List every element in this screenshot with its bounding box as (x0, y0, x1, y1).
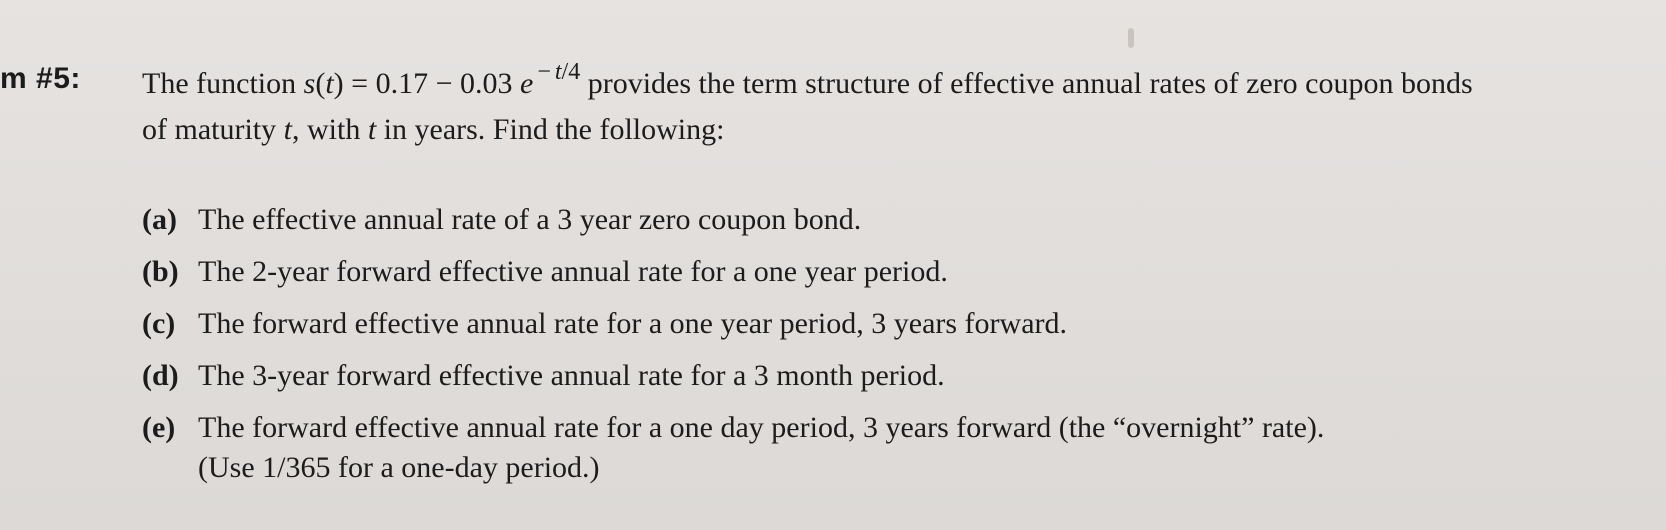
exponent-variable: t (554, 59, 562, 85)
intro-line-2 (142, 108, 1652, 152)
exponent-divisor: /4 (561, 59, 581, 85)
function-paren-close: ) (333, 67, 344, 100)
part-label: (d) (142, 359, 179, 392)
exponent-sign: − (537, 59, 551, 85)
line2-variable-2: t (367, 113, 377, 146)
part-text: The 3-year forward effective annual rate for a 3 month period. (198, 359, 945, 392)
part-label: (b) (142, 255, 179, 288)
question-part-d (142, 354, 1622, 406)
question-part-a (142, 198, 1622, 250)
function-variable: t (325, 67, 334, 100)
function-paren-open: ( (315, 67, 326, 100)
function-name: s (303, 67, 316, 100)
question-part-c (142, 302, 1622, 354)
part-label: (a) (142, 203, 177, 236)
question-part-e (142, 406, 1622, 502)
question-parts-list (142, 198, 1622, 502)
exponent (537, 59, 580, 85)
question-part-b (142, 250, 1622, 302)
line2-variable-1: t (283, 113, 292, 146)
part-label: (e) (142, 411, 176, 444)
function-expression: = 0.17 − 0.03 (343, 67, 520, 100)
part-text: The effective annual rate of a 3 year zero coupon bond. (198, 203, 862, 236)
part-text: The 2-year forward effective annual rate for a one year period. (198, 255, 948, 288)
euler-e: e (520, 67, 534, 100)
intro-text-end: provides the term structure of effective annual rates of zero coupon bonds (580, 67, 1473, 100)
part-note: (Use 1/365 for a one-day period.) (198, 451, 600, 484)
part-text: The forward effective annual rate for a one year period, 3 years forward. (198, 307, 1068, 340)
problem-number: m #5: (0, 62, 81, 95)
paper-mark (1128, 28, 1134, 48)
line2-text-b: , with (291, 113, 368, 146)
line2-text-c: in years. Find the following: (376, 113, 725, 146)
line2-text-a: of maturity (142, 113, 284, 146)
part-text: The forward effective annual rate for a one day period, 3 years forward (the “overnight” rate). (198, 411, 1325, 444)
part-label: (c) (142, 307, 176, 340)
problem-statement (142, 59, 1652, 152)
intro-text-start: The function (142, 67, 304, 100)
